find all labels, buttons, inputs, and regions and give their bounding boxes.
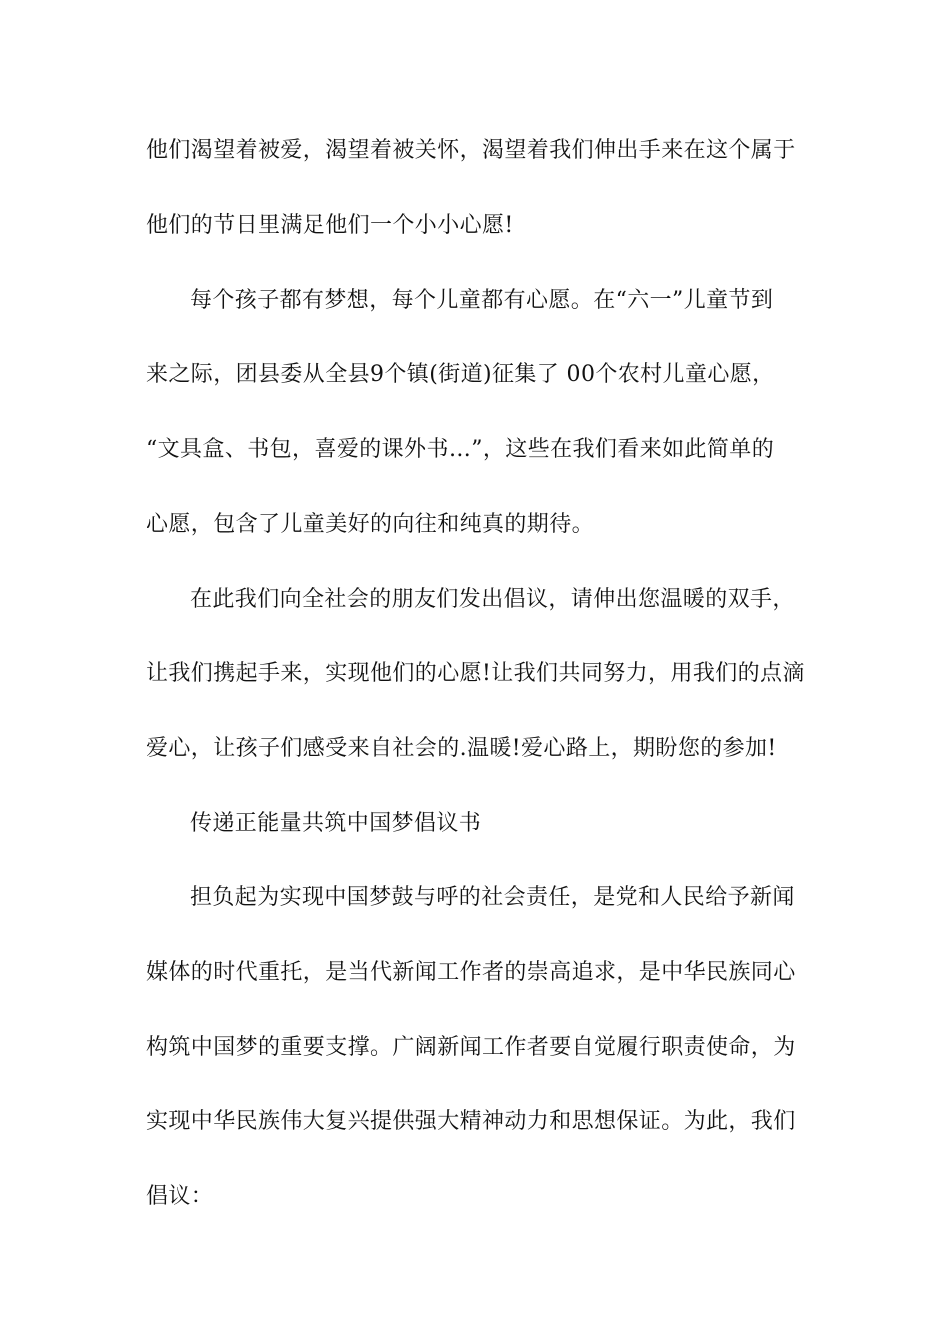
text-line: 心愿，包含了儿童美好的向往和纯真的期待。 — [146, 512, 595, 537]
text-line: 倡议： — [146, 1184, 214, 1209]
text-line: 实现中华民族伟大复兴提供强大精神动力和思想保证。为此，我们 — [146, 1109, 796, 1134]
text-line: 在此我们向全社会的朋友们发出倡议，请伸出您温暖的双手， — [190, 587, 795, 612]
text-line: 来之际，团县委从全县9个镇(街道)征集了 00个农村儿童心愿， — [146, 362, 775, 387]
text-line: 让我们携起手来，实现他们的心愿!让我们共同努力，用我们的点滴 — [146, 661, 805, 686]
text-line: 每个孩子都有梦想，每个儿童都有心愿。在“六一”儿童节到 — [190, 288, 774, 313]
text-line: 媒体的时代重托，是当代新闻工作者的崇高追求，是中华民族同心 — [146, 960, 796, 985]
text-line: 担负起为实现中国梦鼓与呼的社会责任，是党和人民给予新闻 — [190, 885, 795, 910]
section-heading: 传递正能量共筑中国梦倡议书 — [190, 811, 482, 836]
text-line: 爱心，让孩子们感受来自社会的.温暖!爱心路上，期盼您的参加! — [146, 736, 777, 761]
text-line: 构筑中国梦的重要支撑。广阔新闻工作者要自觉履行职责使命，为 — [146, 1035, 796, 1060]
text-line: “文具盒、书包，喜爱的课外书…”，这些在我们看来如此简单的 — [146, 437, 775, 462]
text-line: 他们渴望着被爱，渴望着被关怀，渴望着我们伸出手来在这个属于 — [146, 138, 796, 163]
text-line: 他们的节日里满足他们一个小小心愿! — [146, 213, 514, 238]
